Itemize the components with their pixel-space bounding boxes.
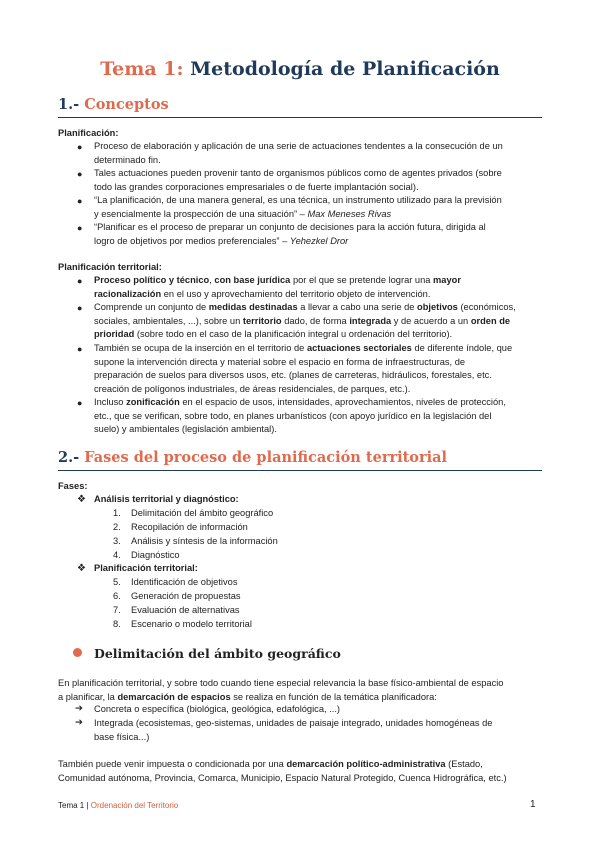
footer-separator: | xyxy=(86,801,89,810)
section-2-rule xyxy=(58,470,542,471)
planificacion-territorial-label: Planificación territorial: xyxy=(58,262,162,272)
planificacion-label: Planificación: xyxy=(58,128,119,138)
fases-label: Fases: xyxy=(58,481,88,491)
diamond-bullet-icon: ❖ xyxy=(77,494,86,505)
title-prefix: Tema 1: xyxy=(100,58,184,80)
list-item: Incluso zonificación en el espacio de usos, intensidades, aprovechamientos, niveles de protección, etc., que se verifican, sobre todo, en planes urbanísticos (con apoyo jurídico en la legislación del suelo) y ambientales (legislación ambiental). xyxy=(94,397,506,434)
heading-bullet-icon xyxy=(73,648,82,657)
bullet-icon: ● xyxy=(77,196,83,206)
section-1-title: Conceptos xyxy=(84,96,169,113)
phase-number: 5. xyxy=(113,577,121,587)
phase-number: 3. xyxy=(113,536,121,546)
section-1-heading xyxy=(58,96,169,113)
section-2-heading xyxy=(58,449,447,466)
phase-item: Identificación de objetivos xyxy=(131,577,238,587)
phase-number: 4. xyxy=(113,550,121,560)
section-1-number: 1.- xyxy=(58,96,80,113)
arrow-icon: ➔ xyxy=(75,703,83,713)
bullet-icon: ● xyxy=(77,169,83,179)
phase-item: Recopilación de información xyxy=(131,522,248,532)
delimitacion-paragraph-2: También puede venir impuesta o condicionada por una demarcación político-administrativa (Estado, Comunidad autónoma, Provincia, Comarca, Municipio, Espacio Natural Protegido, Cuenca Hidrográfica, etc.) xyxy=(58,759,507,783)
list-item: Proceso político y técnico, con base jurídica por el que se pretende lograr una mayor racionalización en el uso y aprovechamiento del territorio objeto de intervención. xyxy=(94,275,461,299)
diamond-bullet-icon: ❖ xyxy=(77,563,86,574)
phase-item: Escenario o modelo territorial xyxy=(131,619,252,629)
phase-number: 7. xyxy=(113,605,121,615)
phase-number: 8. xyxy=(113,619,121,629)
bullet-icon: ● xyxy=(77,223,83,233)
footer xyxy=(58,801,178,810)
list-item: También se ocupa de la inserción en el territorio de actuaciones sectoriales de diferente índole, que supone la intervención directa y material sobre el espacio en forma de infraestructuras, de preparación de suelos para diversos usos, etc. (planes de carreteras, hidráulicos, forestales, etc. creación de polígonos industriales, de áreas residenciales, de parques, etc.). xyxy=(94,343,513,394)
page-title xyxy=(0,58,600,80)
section-1-rule xyxy=(58,117,542,118)
section-2-title: Fases del proceso de planificación territorial xyxy=(84,449,448,466)
list-item: “La planificación, de una manera general, es una técnica, un instrumento utilizado para la previsión y esencialmente la prospección de una situación” – Max Meneses Rivas xyxy=(94,195,502,219)
bullet-icon: ● xyxy=(77,344,83,354)
section-2-number: 2.- xyxy=(58,449,80,466)
arrow-icon: ➔ xyxy=(75,717,83,727)
list-item: Integrada (ecosistemas, geo-sistemas, unidades de paisaje integrado, unidades homogéneas de base física...) xyxy=(94,718,493,742)
quote-author: Yehezkel Dror xyxy=(289,235,349,246)
phase-item: Generación de propuestas xyxy=(131,591,241,601)
phase-item: Delimitación del ámbito geográfico xyxy=(131,508,274,518)
footer-section: Ordenación del Territorio xyxy=(90,801,179,810)
footer-doc: Tema 1 xyxy=(58,801,85,810)
list-item: “Planificar es el proceso de preparar un conjunto de decisiones para la acción futura, dirigida al logro de objetivos por medios preferenciales” – Yehezkel Dror xyxy=(94,222,486,246)
phase-number: 1. xyxy=(113,508,121,518)
phase-number: 6. xyxy=(113,591,121,601)
quote-author: Max Meneses Rivas xyxy=(307,208,392,219)
phase-number: 2. xyxy=(113,522,121,532)
phase-item: Análisis y síntesis de la información xyxy=(131,536,278,546)
list-item: Proceso de elaboración y aplicación de una serie de actuaciones tendentes a la consecución de un determinado fin. xyxy=(94,141,503,165)
list-item: Comprende un conjunto de medidas destinadas a llevar a cabo una serie de objetivos (económicos, sociales, ambientales, ...), sobre un territorio dado, de forma integrada y de acuerdo a un orden de prioridad (sobre todo en el caso de la planificación integral u ordenación del territorio). xyxy=(94,302,516,339)
phase-item: Diagnóstico xyxy=(131,550,180,560)
page-number: 1 xyxy=(530,799,536,810)
bullet-icon: ● xyxy=(77,142,83,152)
list-item: Concreta o específica (biológica, geológica, edafológica, ...) xyxy=(94,704,340,714)
delimitacion-paragraph-1: En planificación territorial, y sobre todo cuando tiene especial relevancia la base físico-ambiental de espacio a planificar, la demarcación de espacios se realiza en función de la temática planificadora: xyxy=(58,678,504,702)
list-item: Tales actuaciones pueden provenir tanto de organismos públicos como de agentes privados (sobre todo las grandes corporaciones empresariales o de fuerte implantación social). xyxy=(94,168,502,192)
phase-group-2: Planificación territorial: xyxy=(94,563,198,573)
phase-group-1: Análisis territorial y diagnóstico: xyxy=(94,494,239,504)
bullet-icon: ● xyxy=(77,276,83,286)
title-main: Metodología de Planificación xyxy=(190,58,500,80)
phase-item: Evaluación de alternativas xyxy=(131,605,240,615)
bullet-icon: ● xyxy=(77,398,83,408)
bullet-icon: ● xyxy=(77,303,83,313)
delimitacion-heading: Delimitación del ámbito geográfico xyxy=(94,646,341,661)
